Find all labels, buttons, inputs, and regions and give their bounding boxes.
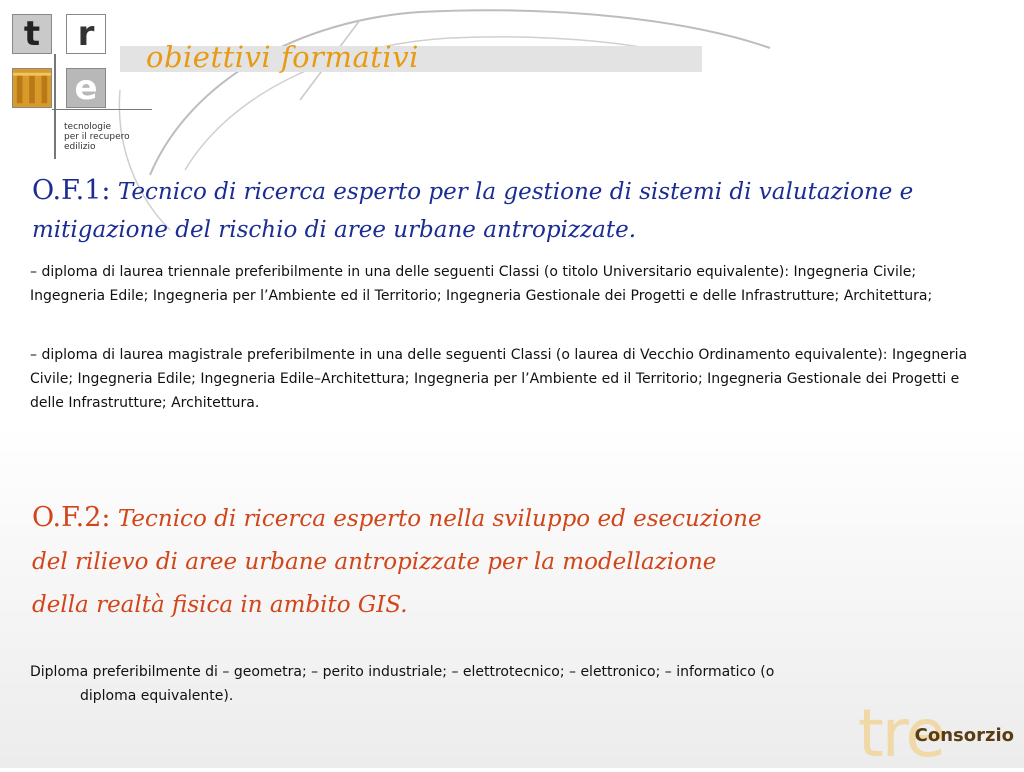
brand-mark: tre bbox=[857, 695, 944, 772]
logo-divider bbox=[54, 54, 56, 159]
of1-paragraph-magistrale: – diploma di laurea magistrale preferibilmente in una delle seguenti Classi (o laurea di Vecchio Ordinamento equivalente): Ingegneria Civile; Ingegneria Edile; Ingegneria Edile–Architettura; Ingegneria per l’Ambiente ed il Territorio; Ingegneria Gestionale dei Progetti e delle Infrastrutture; Architettura. bbox=[30, 347, 968, 411]
consorzio-brand bbox=[834, 695, 1014, 772]
of1-description: Tecnico di ricerca esperto per la gestione di sistemi di valutazione e mitigazione del rischio di aree urbane antropizzate. bbox=[32, 179, 914, 243]
of1-heading bbox=[32, 172, 932, 249]
of2-paragraph-line2: diploma equivalente). bbox=[80, 688, 234, 704]
brand-name: Consorzio bbox=[914, 725, 1014, 746]
tre-logo bbox=[12, 14, 152, 164]
of2-line-1 bbox=[32, 496, 932, 541]
logo-letter-r: r bbox=[66, 14, 106, 54]
logo-letter-e: e bbox=[66, 68, 106, 108]
of2-heading bbox=[32, 496, 932, 627]
of2-line-3: della realtà fisica in ambito GIS. bbox=[32, 592, 408, 618]
logo-subtitle: tecnologie per il recupero edilizio bbox=[64, 122, 130, 152]
logo-brick-icon bbox=[12, 68, 52, 108]
logo-divider bbox=[52, 109, 152, 110]
of1-code: O.F.1: bbox=[32, 175, 111, 206]
of2-line1-text: Tecnico di ricerca esperto nella sviluppo ed esecuzione bbox=[117, 506, 762, 532]
logo-letter-t: t bbox=[12, 14, 52, 54]
of2-paragraph-line1: Diploma preferibilmente di – geometra; – perito industriale; – elettrotecnico; – elettronico; – informatico (o bbox=[30, 664, 775, 680]
of1-paragraph-triennale: – diploma di laurea triennale preferibilmente in una delle seguenti Classi (o titolo Universitario equivalente): Ingegneria Civile; Ingegneria Edile; Ingegneria per l’Ambiente ed il Territorio; Ingegneria Gestionale dei Progetti e delle Infrastrutture; Architettura; bbox=[30, 264, 933, 304]
of2-code: O.F.2: bbox=[32, 502, 111, 533]
of2-line-2: del rilievo di aree urbane antropizzate per la modellazione bbox=[32, 549, 717, 575]
page-title: obiettivi formativi bbox=[146, 40, 419, 74]
